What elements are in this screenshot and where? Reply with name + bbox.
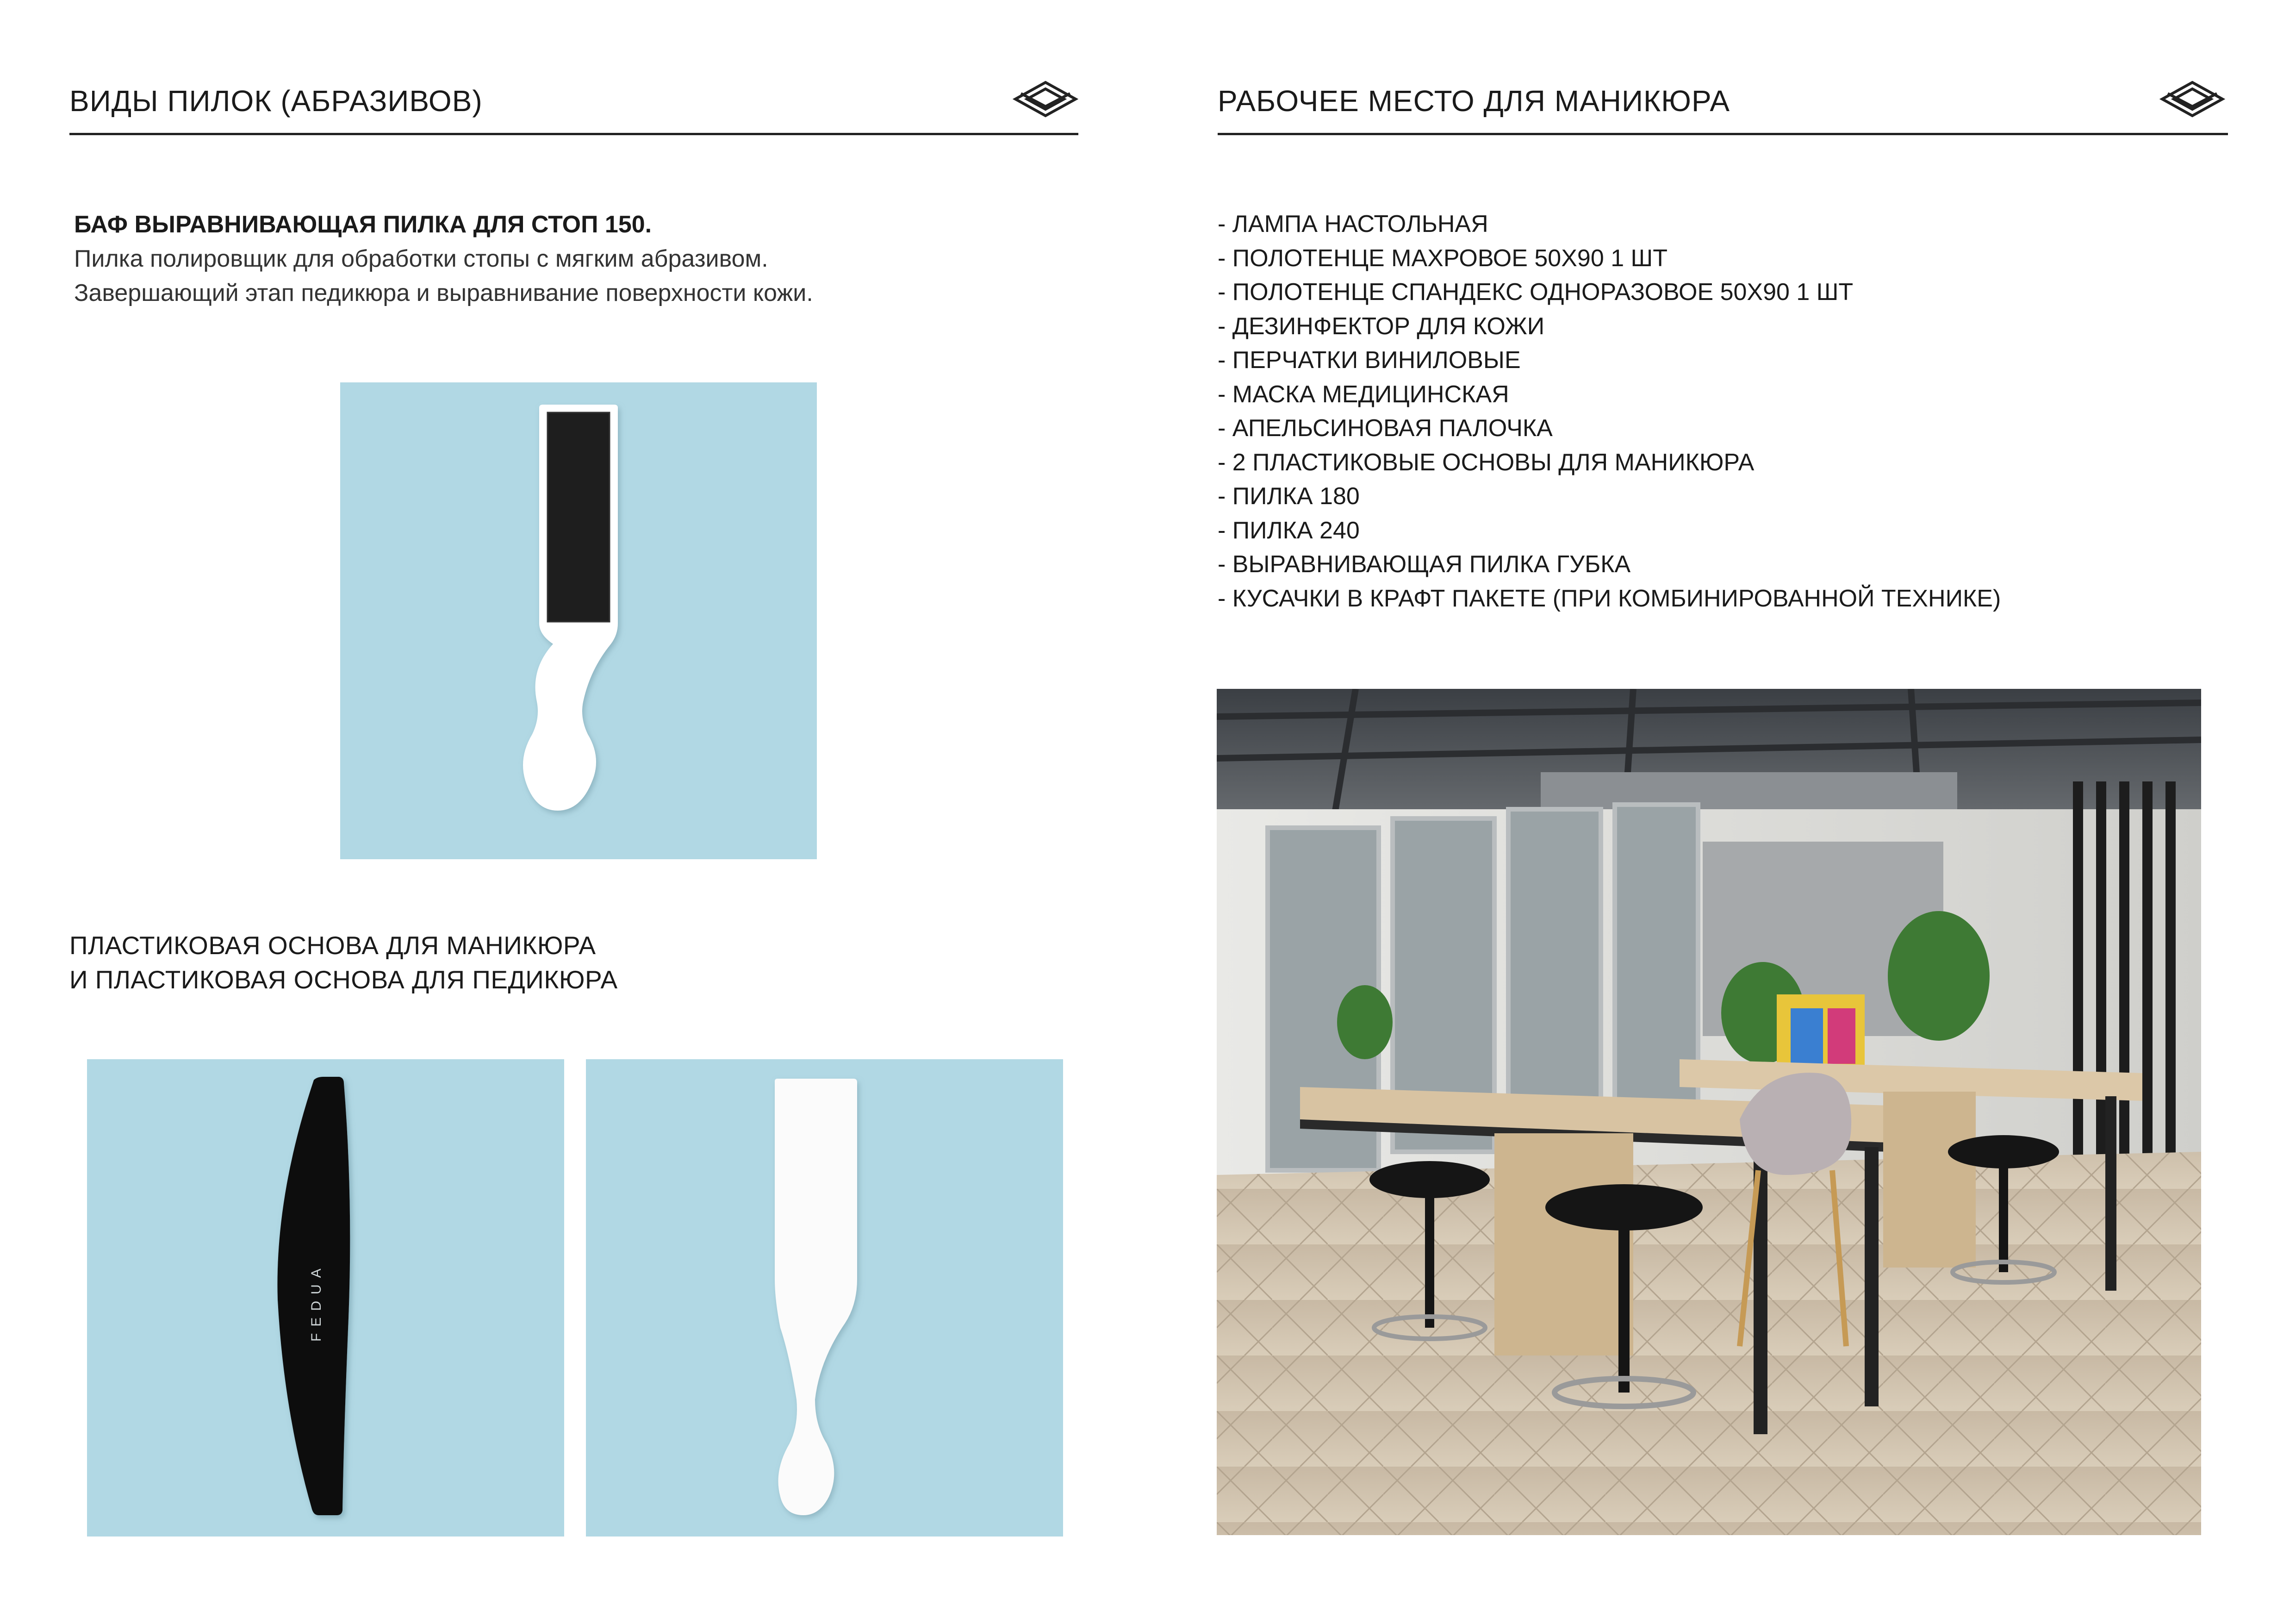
diamond-logo-icon <box>1013 80 1078 119</box>
bases-title-line-1: ПЛАСТИКОВАЯ ОСНОВА ДЛЯ МАНИКЮРА <box>69 931 596 960</box>
pedicure-base-image <box>586 1059 1063 1537</box>
list-item: - ВЫРАВНИВАЮЩАЯ ПИЛКА ГУБКА <box>1218 551 1631 578</box>
list-item: - ЛАМПА НАСТОЛЬНАЯ <box>1218 211 1488 237</box>
right-header-rule <box>1218 133 2228 135</box>
bases-title-line-2: И ПЛАСТИКОВАЯ ОСНОВА ДЛЯ ПЕДИКЮРА <box>69 965 618 994</box>
list-item: - КУСАЧКИ В КРАФТ ПАКЕТЕ (ПРИ КОМБИНИРОВАННОЙ ТЕХНИКЕ) <box>1218 585 2001 612</box>
diamond-logo-icon <box>2159 80 2225 119</box>
fedua-brand-text: FEDUA <box>309 1262 324 1342</box>
list-item: - ПЕРЧАТКИ ВИНИЛОВЫЕ <box>1218 347 1521 374</box>
list-item: - 2 ПЛАСТИКОВЫЕ ОСНОВЫ ДЛЯ МАНИКЮРА <box>1218 449 1755 476</box>
left-header-rule <box>69 133 1078 135</box>
buff-line-2: Завершающий этап педикюра и выравнивание поверхности кожи. <box>74 280 813 306</box>
buff-description <box>74 207 813 310</box>
salon-workplace-photo <box>1217 689 2201 1535</box>
list-item: - АПЕЛЬСИНОВАЯ ПАЛОЧКА <box>1218 415 1553 442</box>
buff-line-1: Пилка полировщик для обработки стопы с мягким абразивом. <box>74 245 768 272</box>
bases-title <box>69 928 618 997</box>
buff-file-image <box>340 382 817 859</box>
list-item: - МАСКА МЕДИЦИНСКАЯ <box>1218 381 1509 408</box>
buff-title: БАФ ВЫРАВНИВАЮЩАЯ ПИЛКА ДЛЯ СТОП 150. <box>74 211 652 238</box>
list-item: - ПОЛОТЕНЦЕ МАХРОВОЕ 50Х90 1 ШТ <box>1218 244 1668 272</box>
manicure-base-image <box>87 1059 564 1537</box>
list-item: - ПИЛКА 240 <box>1218 517 1360 544</box>
workplace-items-list <box>1218 207 2001 616</box>
left-page-title: ВИДЫ ПИЛОК (АБРАЗИВОВ) <box>69 84 483 118</box>
right-page-title: РАБОЧЕЕ МЕСТО ДЛЯ МАНИКЮРА <box>1218 84 1730 118</box>
list-item: - ДЕЗИНФЕКТОР ДЛЯ КОЖИ <box>1218 312 1545 340</box>
list-item: - ПИЛКА 180 <box>1218 483 1360 510</box>
list-item: - ПОЛОТЕНЦЕ СПАНДЕКС ОДНОРАЗОВОЕ 50Х90 1 ШТ <box>1218 279 1854 306</box>
